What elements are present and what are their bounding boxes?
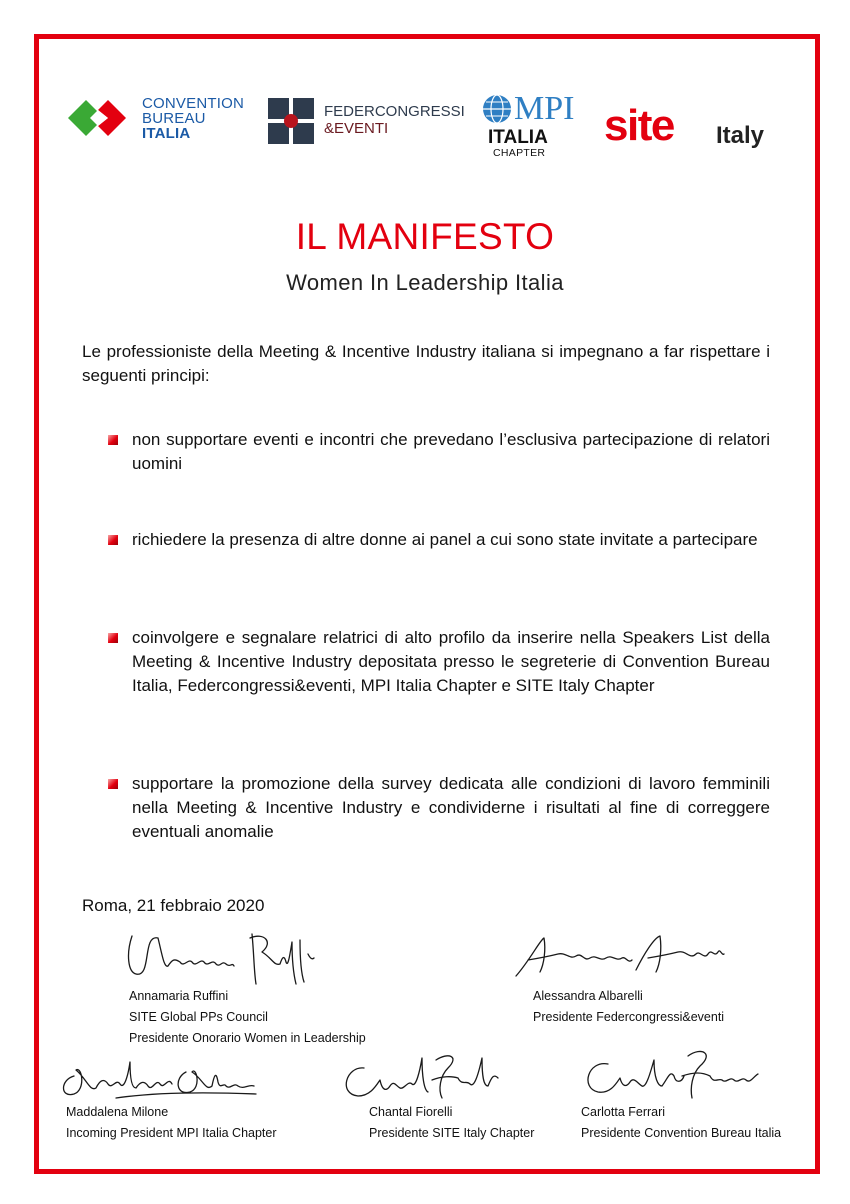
manifesto-subtitle: Women In Leadership Italia [286,270,564,295]
place-date: Roma, 21 febbraio 2020 [82,896,265,915]
site-word: site [604,101,674,150]
cbi-line2: BUREAU [142,110,206,127]
bullet-square-icon [108,633,118,643]
globe-icon [482,94,512,124]
signature-annamaria-ruffini [122,924,322,990]
principle-text: richiedere la presenza di altre donne ai panel a cui sono state invitate a partecipare [132,530,758,549]
signatory-name: Carlotta Ferrari [581,1105,666,1119]
federcongressi-line2: &EVENTI [324,120,389,137]
federcongressi-line1: FEDERCONGRESSI [324,103,465,120]
federcongressi-mark-icon [268,98,314,144]
signatory-block [129,986,366,1049]
principle-item [108,528,770,578]
principle-text: coinvolgere e segnalare relatrici di alto profilo da inserire nella Speakers List della Meeting & Incentive Industry depositata presso le segreterie di Convention Bureau Italia, Federcongressi&eventi, MPI Italia Chapter e SITE Italy Chapter [132,628,770,695]
mpi-chapter-text: CHAPTER [493,147,546,159]
signatory-name: Maddalena Milone [66,1105,169,1119]
mpi-italia-text: ITALIA [488,127,548,148]
signatory-role: Incoming President MPI Italia Chapter [66,1126,277,1140]
signature-maddalena-milone [56,1048,261,1104]
signatory-block [66,1102,277,1144]
signatory-role: Presidente Federcongressi&eventi [533,1010,725,1024]
principle-item [108,428,770,478]
bullet-square-icon [108,535,118,545]
site-italy-logo [604,100,784,150]
intro-paragraph: Le professioniste della Meeting & Incentive Industry italiana si impegnano a far rispettare i seguenti principi: [82,342,770,385]
signatory-role: Presidente Onorario Women in Leadership [129,1031,366,1045]
manifesto-title: IL MANIFESTO [295,216,555,257]
signatory-name: Annamaria Ruffini [129,989,229,1003]
signatory-role: Presidente SITE Italy Chapter [369,1126,535,1140]
principle-item [108,626,770,726]
cbi-diamond-icon [68,98,138,138]
bullet-square-icon [108,779,118,789]
bullet-square-icon [108,435,118,445]
site-italy-suffix: Italy [716,122,765,149]
signatory-block [369,1102,534,1144]
signature-chantal-fiorelli [336,1046,506,1106]
cbi-line1: CONVENTION [142,95,245,112]
principle-item [108,772,770,846]
signatory-block [581,1102,781,1144]
convention-bureau-italia-logo [68,96,248,148]
signatory-role: SITE Global PPs Council [129,1010,268,1024]
signature-alessandra-albarelli [510,930,730,986]
signature-carlotta-ferrari [578,1044,768,1106]
principle-text: supportare la promozione della survey dedicata alle condizioni di lavoro femminili nella Meeting & Incentive Industry e condividerne i risultati al fine di correggere eventuali anomalie [132,774,770,841]
principle-text: non supportare eventi e incontri che prevedano l’esclusiva partecipazione di relatori uomini [132,430,770,473]
mpi-italia-logo [480,90,575,162]
signatory-block [533,986,724,1028]
cbi-line3: ITALIA [142,125,191,142]
signatory-role: Presidente Convention Bureau Italia [581,1126,782,1140]
mpi-mark: MPI [514,90,575,127]
signatory-name: Alessandra Albarelli [533,989,643,1003]
signatory-name: Chantal Fiorelli [369,1105,453,1119]
federcongressi-logo [268,98,465,144]
